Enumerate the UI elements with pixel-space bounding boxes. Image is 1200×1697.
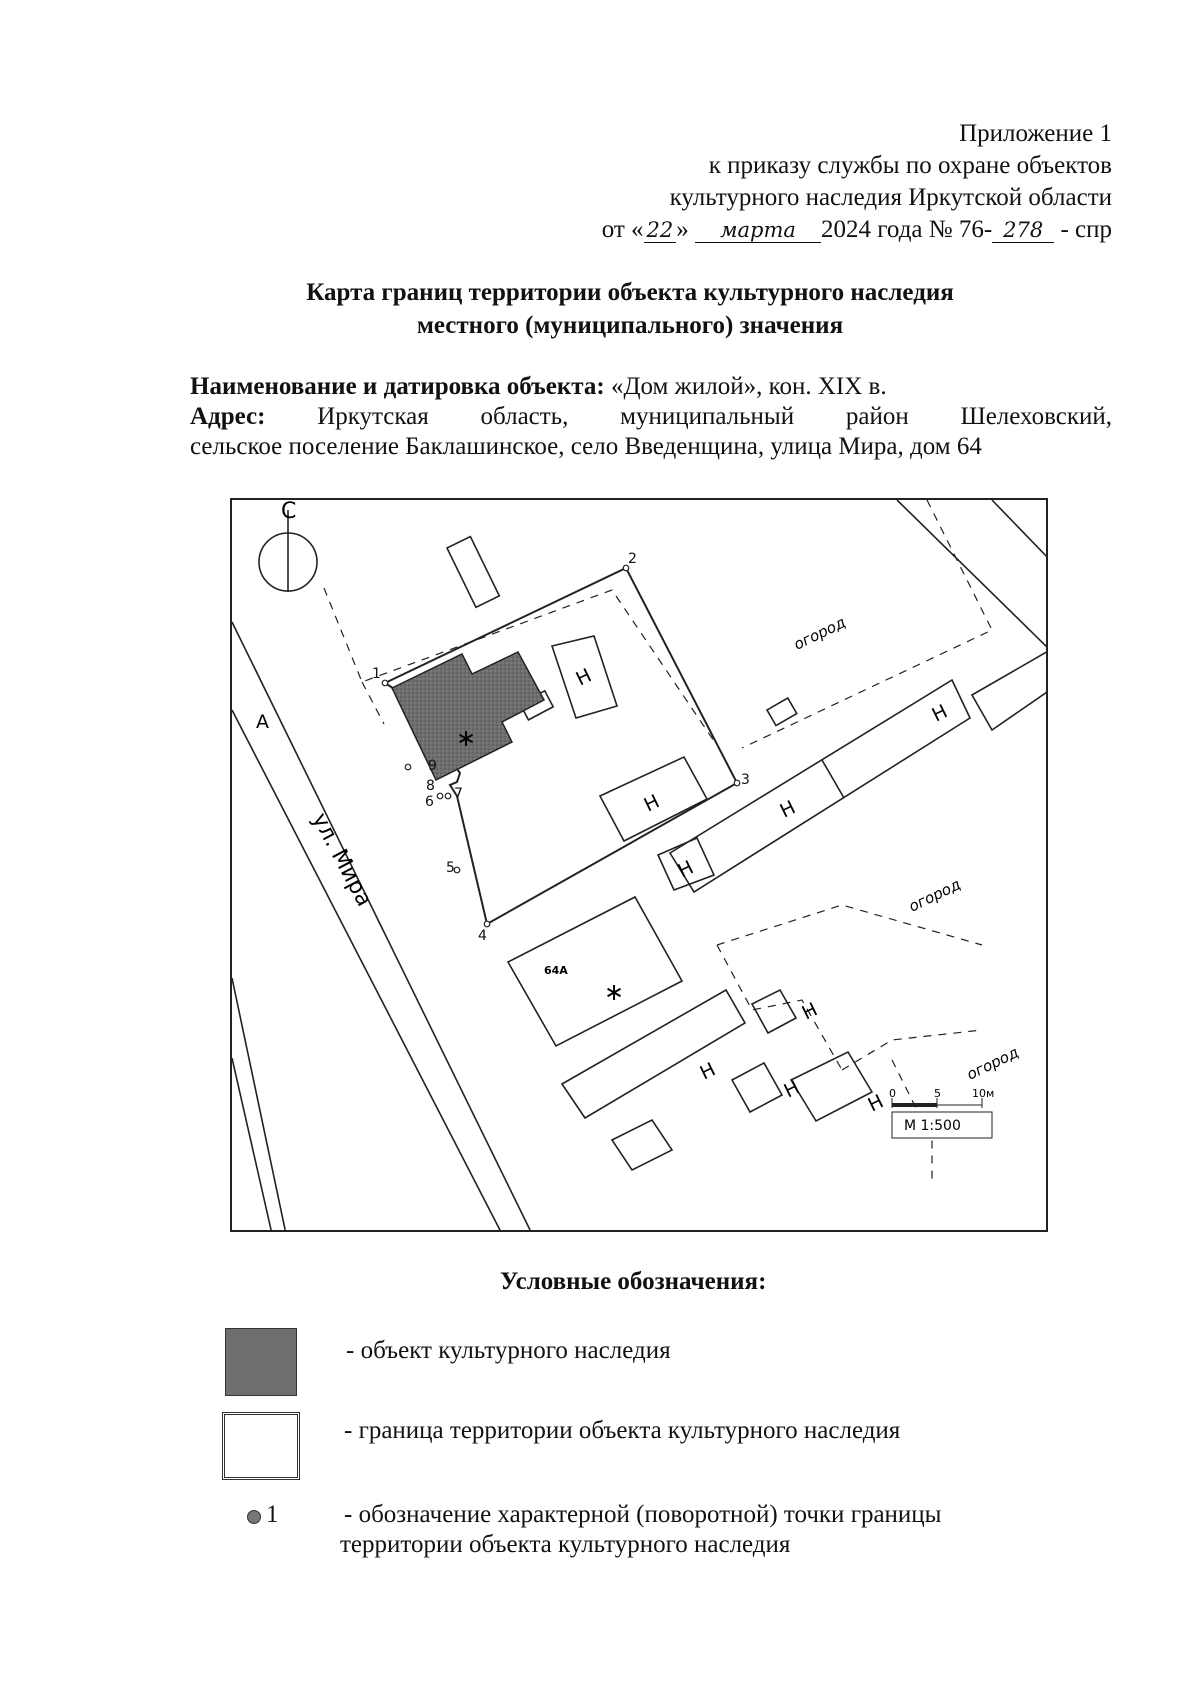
title-line-1: Карта границ территории объекта культурного наследия bbox=[306, 279, 954, 306]
object-name-value: «Дом жилой», кон. XIX в. bbox=[610, 373, 887, 400]
building-nonresidential bbox=[752, 990, 796, 1033]
point-label: 2 bbox=[628, 551, 637, 567]
point-label: 6 bbox=[425, 794, 434, 810]
boundary-point-marker bbox=[405, 764, 411, 770]
nonresidential-label: Н bbox=[798, 998, 822, 1025]
boundary-point-marker bbox=[437, 793, 443, 799]
appendix-title: Приложение 1 bbox=[959, 120, 1112, 147]
point-label: 5 bbox=[446, 860, 455, 876]
legend-point-icon bbox=[247, 1510, 261, 1524]
nonresidential-label: Н bbox=[696, 1058, 720, 1085]
building-nonresidential bbox=[612, 1120, 672, 1170]
scale-tick-label: 10м bbox=[972, 1087, 995, 1100]
point-label: 9 bbox=[428, 758, 437, 774]
residential-mark: ∗ bbox=[604, 978, 625, 1006]
address-word: Иркутская bbox=[317, 403, 429, 430]
parcel-dashed-boundary bbox=[742, 500, 992, 748]
boundary-map bbox=[230, 498, 1048, 1232]
building-64a bbox=[508, 897, 682, 1046]
boundary-point-marker bbox=[734, 780, 740, 786]
parcel-dashed-boundary bbox=[717, 905, 982, 945]
address-word: Шелеховский, bbox=[960, 403, 1112, 430]
order-suffix: - спр bbox=[1060, 216, 1112, 243]
heritage-object-polygon bbox=[392, 652, 544, 780]
parcel-dashed-boundary bbox=[362, 682, 384, 724]
boundary-point-marker bbox=[445, 793, 451, 799]
appendix-header bbox=[552, 118, 1112, 246]
street-label: ул. Мира bbox=[306, 809, 377, 911]
road-label: А bbox=[256, 711, 269, 733]
point-label: 7 bbox=[454, 786, 463, 802]
object-name-line bbox=[190, 372, 1112, 402]
point-label: 8 bbox=[426, 778, 435, 794]
garden-label: огород bbox=[905, 875, 964, 916]
address-line-2: сельское поселение Баклашинское, село Введенщина, улица Мира, дом 64 bbox=[190, 433, 982, 460]
date-prefix: от « bbox=[601, 216, 644, 243]
appendix-service-line: культурного наследия Иркутской области bbox=[669, 184, 1112, 211]
legend-point-text-2: территории объекта культурного наследия bbox=[340, 1531, 791, 1558]
point-label: 1 bbox=[372, 666, 381, 682]
title-line-2: местного (муниципального) значения bbox=[416, 312, 844, 339]
address-line bbox=[190, 402, 1112, 432]
residential-mark: ∗ bbox=[456, 724, 477, 752]
building-nonresidential bbox=[732, 1063, 782, 1112]
road-edge-line bbox=[232, 1058, 272, 1232]
building-nonresidential bbox=[972, 650, 1048, 730]
document-title bbox=[220, 276, 1040, 342]
building-nonresidential bbox=[562, 990, 745, 1118]
address-word: район bbox=[845, 403, 909, 430]
parcel-dashed-boundary bbox=[842, 1030, 982, 1070]
scale-tick-label: 0 bbox=[889, 1087, 896, 1100]
date-year: 2024 года № 76- bbox=[821, 216, 993, 243]
object-info bbox=[190, 372, 1112, 462]
appendix-order-line: к приказу службы по охране объектов bbox=[708, 152, 1112, 179]
address-word: область, bbox=[480, 403, 569, 430]
point-label: 4 bbox=[478, 928, 487, 944]
boundary-point-marker bbox=[454, 867, 460, 873]
nonresidential-label: Н bbox=[674, 856, 698, 883]
parcel-line bbox=[992, 500, 1048, 560]
object-name-label: Наименование и датировка объекта: bbox=[190, 373, 605, 400]
outbuilding bbox=[447, 537, 499, 608]
nonresidential-label: Н bbox=[780, 1076, 804, 1103]
legend-title: Условные обозначения: bbox=[500, 1268, 767, 1295]
address-label: Адрес: bbox=[190, 403, 266, 430]
nonresidential-label: Н bbox=[776, 796, 800, 823]
small-structure bbox=[767, 698, 797, 726]
legend-boundary-text: - граница территории объекта культурного наследия bbox=[344, 1417, 901, 1444]
north-label: С bbox=[281, 500, 297, 524]
nonresidential-label: Н bbox=[928, 700, 952, 727]
handwritten-month: марта bbox=[695, 218, 821, 243]
handwritten-number: 278 bbox=[992, 218, 1054, 243]
scale-label: М 1:500 bbox=[904, 1118, 961, 1134]
legend-heritage-text: - объект культурного наследия bbox=[346, 1337, 671, 1364]
legend-point-text-1: - обозначение характерной (поворотной) точки границы bbox=[344, 1501, 942, 1528]
handwritten-day: 22 bbox=[644, 218, 677, 243]
point-label: 3 bbox=[741, 772, 750, 788]
boundary-point-marker bbox=[382, 680, 388, 686]
building-nonresidential bbox=[791, 1052, 872, 1121]
scale-bar bbox=[889, 1087, 994, 1138]
legend-boundary-swatch bbox=[222, 1412, 300, 1480]
boundary-point-marker bbox=[484, 921, 490, 927]
nonresidential-label: Н bbox=[640, 790, 664, 817]
date-mid: » bbox=[676, 216, 689, 243]
building-divider bbox=[822, 760, 844, 798]
nonresidential-label: Н bbox=[864, 1090, 888, 1117]
garden-label: огород bbox=[963, 1043, 1022, 1084]
nonresidential-label: Н bbox=[572, 664, 596, 691]
map-svg bbox=[232, 500, 1048, 1232]
scale-tick-label: 5 bbox=[934, 1087, 941, 1100]
appendix-date-line bbox=[552, 214, 1112, 246]
legend-heritage-swatch bbox=[225, 1328, 297, 1396]
scale-segment bbox=[892, 1103, 937, 1107]
building-64a-label: 64А bbox=[544, 964, 568, 977]
parcel-line bbox=[897, 500, 1048, 650]
address-word: муниципальный bbox=[620, 403, 795, 430]
garden-label: огород bbox=[790, 613, 849, 654]
road-edge-line bbox=[232, 978, 286, 1232]
legend-point-number: 1 bbox=[266, 1501, 279, 1528]
